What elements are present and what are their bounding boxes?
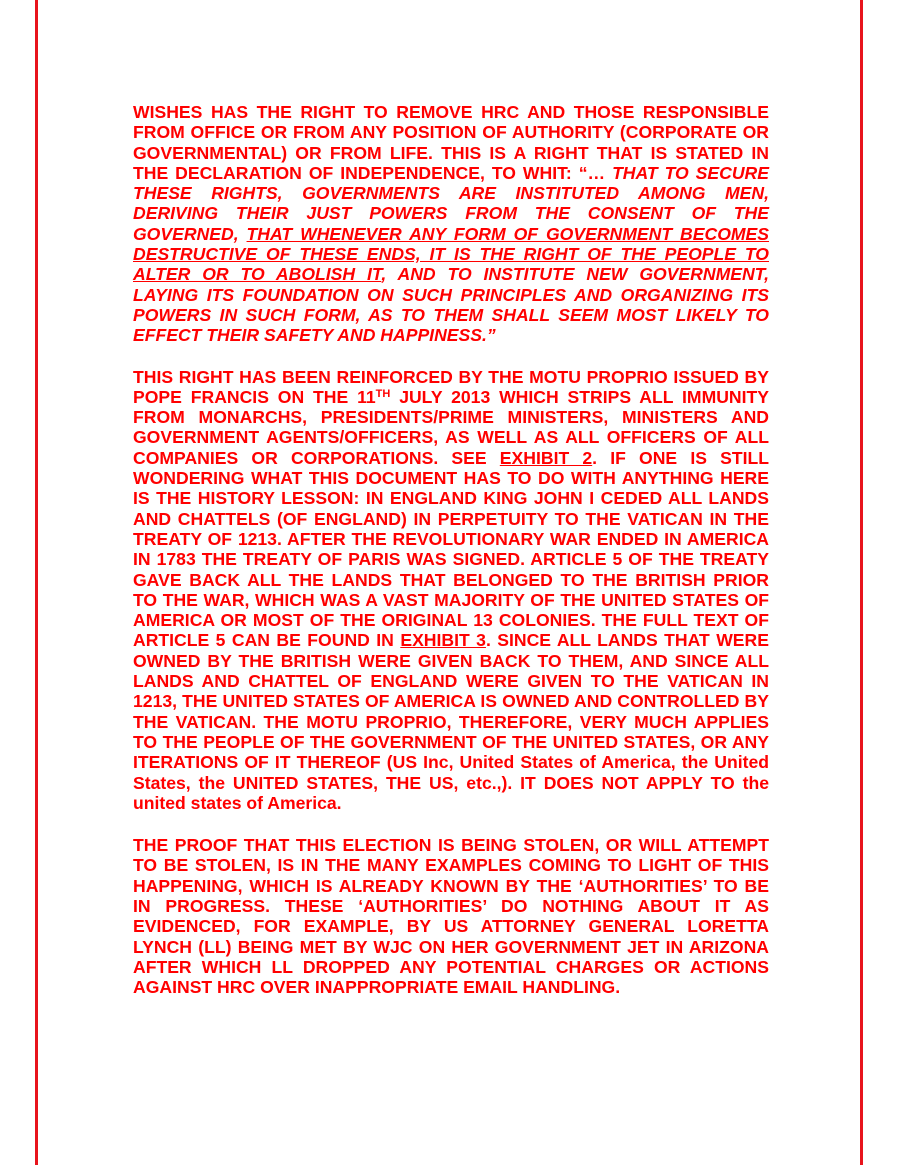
- paragraph-text: THE PROOF THAT THIS ELECTION IS BEING STOLEN, OR WILL ATTEMPT TO BE STOLEN, IS IN THE MANY EXAMPLES COMING TO LIGHT OF THIS HAPPENING, WHICH IS ALREADY KNOWN BY THE ‘AUTHORITIES’ TO BE IN PROGRESS. THESE ‘AUTHORITIES’ DO NOTHING ABOUT IT AS EVIDENCED, FOR EXAMPLE, BY US ATTORNEY GENERAL LORETTA LYNCH (LL) BEING MET BY WJC ON HER GOVERNMENT JET IN ARIZONA AFTER WHICH LL DROPPED ANY POTENTIAL CHARGES OR ACTIONS AGAINST HRC OVER INAPPROPRIATE EMAIL HANDLING.: [133, 835, 769, 998]
- paragraph-declaration: [133, 102, 769, 346]
- quote-italic: THAT TO SECURE THESE RIGHTS, GOVERNMENTS ARE INSTITUTED AMONG MEN, DERIVING THEIR JUST POWERS FROM THE CONSENT OF THE GOVERNED,: [133, 162, 769, 244]
- paragraph-text: THIS RIGHT HAS BEEN REINFORCED BY THE MOTU PROPRIO ISSUED BY POPE FRANCIS ON THE 11: [133, 366, 769, 407]
- paragraph-text: WISHES HAS THE RIGHT TO REMOVE HRC AND THOSE RESPONSIBLE FROM OFFICE OR FROM ANY POSITION OF AUTHORITY (CORPORATE OR GOVERNMENTAL) OR FROM LIFE. THIS IS A RIGHT THAT IS STATED IN THE DECLARATION OF INDEPENDENCE, TO WHIT: “…: [133, 102, 769, 183]
- paragraph-text: . IF ONE IS STILL WONDERING WHAT THIS DOCUMENT HAS TO DO WITH ANYTHING HERE IS THE HISTORY LESSON: IN ENGLAND KING JOHN I CEDED ALL LANDS AND CHATTELS (OF ENGLAND) IN PERPETUITY TO THE VATICAN IN THE TREATY OF 1213. AFTER THE REVOLUTIONARY WAR ENDED IN AMERICA IN 1783 THE TREATY OF PARIS WAS SIGNED. ARTICLE 5 OF THE TREATY GAVE BACK ALL THE LANDS THAT BELONGED TO THE BRITISH PRIOR TO THE WAR, WHICH WAS A VAST MAJORITY OF THE UNITED STATES OF AMERICA OR MOST OF THE ORIGINAL 13 COLONIES. THE FULL TEXT OF ARTICLE 5 CAN BE FOUND IN: [133, 447, 769, 651]
- page-border-left: [35, 0, 38, 1165]
- page-border-right: [860, 0, 863, 1165]
- ordinal-superscript: TH: [375, 387, 391, 400]
- quote-italic-end: , AND TO INSTITUTE NEW GOVERNMENT, LAYING ITS FOUNDATION ON SUCH PRINCIPLES AND ORGANIZING ITS POWERS IN SUCH FORM, AS TO THEM SHALL SEEM MOST LIKELY TO EFFECT THEIR SAFETY AND HAPPINESS.”: [133, 264, 769, 346]
- paragraph-text: . SINCE ALL LANDS THAT WERE OWNED BY THE BRITISH WERE GIVEN BACK TO THEM, AND SINCE ALL LANDS AND CHATTEL OF ENGLAND WERE GIVEN TO THE VATICAN IN 1213, THE UNITED STATES OF AMERICA IS OWNED AND CONTROLLED BY THE VATICAN. THE MOTU PROPRIO, THEREFORE, VERY MUCH APPLIES TO THE PEOPLE OF THE GOVERNMENT OF THE UNITED STATES, OR ANY ITERATIONS OF IT THEREOF (US Inc, United States of America, the United States, the UNITED STATES, THE US, etc.,). IT DOES NOT APPLY TO the united states of America.: [133, 630, 769, 813]
- document-body: [133, 102, 769, 1017]
- quote-underlined: THAT WHENEVER ANY FORM OF GOVERNMENT BECOMES DESTRUCTIVE OF THESE ENDS, IT IS THE RIGHT OF THE PEOPLE TO ALTER OR TO ABOLISH IT: [133, 223, 770, 285]
- paragraph-election-proof: [133, 835, 769, 997]
- paragraph-text: JULY 2013 WHICH STRIPS ALL IMMUNITY FROM MONARCHS, PRESIDENTS/PRIME MINISTERS, MINISTERS AND GOVERNMENT AGENTS/OFFICERS, AS WELL AS ALL OFFICERS OF ALL COMPANIES OR CORPORATIONS. SEE: [133, 386, 770, 468]
- paragraph-motu-proprio: [133, 367, 769, 814]
- exhibit-2-reference: EXHIBIT 2: [499, 447, 593, 468]
- exhibit-3-reference: EXHIBIT 3: [400, 630, 486, 651]
